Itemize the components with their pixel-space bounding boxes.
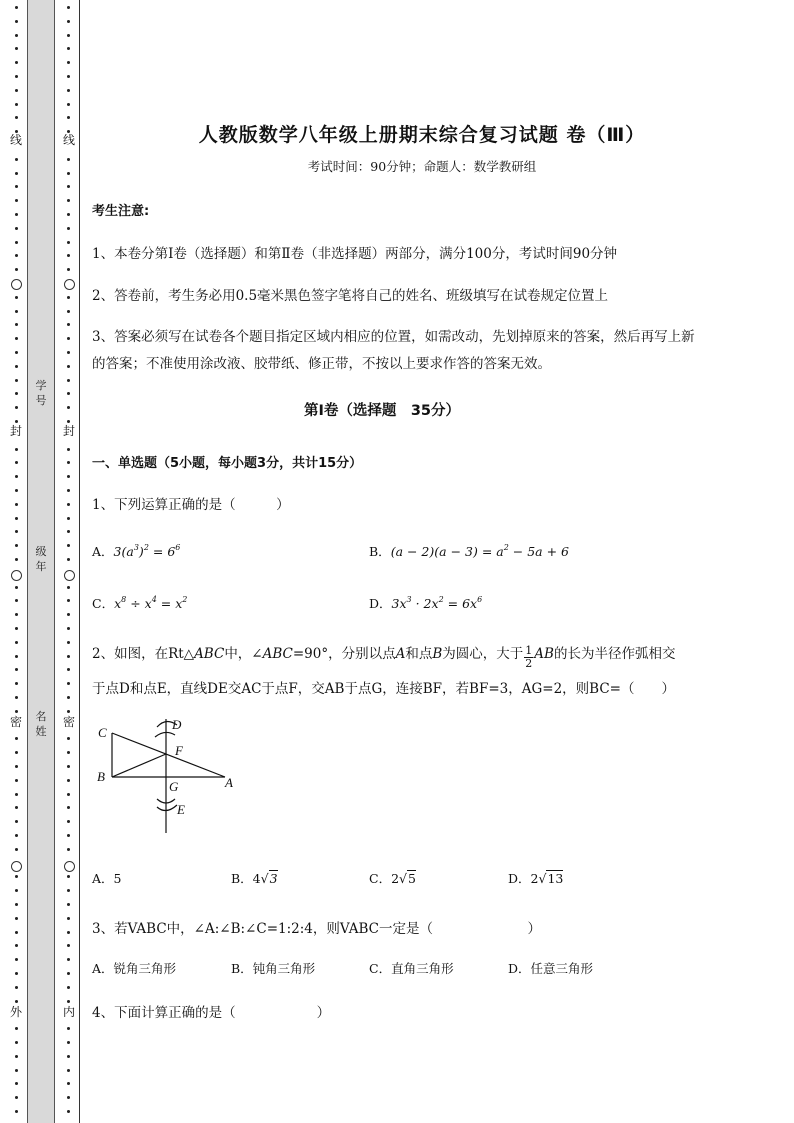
binding-dot: [67, 668, 70, 671]
binding-dot: [67, 420, 70, 423]
binding-dot: [15, 751, 18, 754]
binding-dot: [15, 158, 18, 161]
binding-dot: [67, 103, 70, 106]
q1-option-b: B．$(a - 2)(a - 3) = a^2 - 5a + 6$: [369, 543, 570, 559]
inner-char-nei: 内: [62, 1005, 75, 1019]
binding-dot: [15, 1110, 18, 1113]
binding-dot: [15, 558, 18, 561]
outer-char-xian: 线: [9, 133, 22, 147]
q2-text: 中，∠: [224, 646, 263, 662]
binding-dot: [15, 1000, 18, 1003]
binding-dot: [15, 793, 18, 796]
binding-dot: [15, 199, 18, 202]
binding-dot: [15, 296, 18, 299]
binding-dot: [67, 544, 70, 547]
binding-dot: [15, 61, 18, 64]
binding-dot: [67, 530, 70, 533]
binding-dot: [15, 268, 18, 271]
binding-dot: [15, 89, 18, 92]
label-c: C: [98, 725, 107, 740]
binding-dot: [67, 889, 70, 892]
binding-dot: [67, 351, 70, 354]
inner-char-feng: 封: [62, 424, 75, 438]
binding-dot: [67, 213, 70, 216]
binding-dot: [67, 241, 70, 244]
notice-heading: 考生注意:: [92, 204, 150, 219]
binding-dot: [67, 517, 70, 520]
binding-dot: [15, 682, 18, 685]
binding-dot: [67, 461, 70, 464]
binding-dot: [15, 696, 18, 699]
binding-dot: [67, 765, 70, 768]
label-g: G: [169, 779, 179, 794]
binding-dot: [15, 806, 18, 809]
binding-dot: [15, 475, 18, 478]
inner-circle: [64, 861, 75, 872]
binding-dot: [15, 848, 18, 851]
binding-dot: [67, 116, 70, 119]
binding-dot: [15, 20, 18, 23]
notice-item-1: 1、本卷分第Ⅰ卷（选择题）和第Ⅱ卷（非选择题）两部分，满分100分，考试时间90分钟: [92, 246, 618, 262]
binding-dot: [15, 641, 18, 644]
q2-text: =90°，分别以点: [292, 646, 396, 662]
binding-dot: [15, 1096, 18, 1099]
binding-dot: [15, 213, 18, 216]
q2-option-d-radicand: 13: [547, 871, 564, 886]
binding-dot: [67, 806, 70, 809]
binding-dot: [15, 517, 18, 520]
binding-dot: [15, 875, 18, 878]
binding-dot: [15, 889, 18, 892]
binding-dot: [15, 337, 18, 340]
binding-dot: [67, 696, 70, 699]
binding-dot: [67, 227, 70, 230]
binding-dot: [67, 1096, 70, 1099]
binding-dot: [67, 737, 70, 740]
q3-option-c: C．直角三角形: [369, 961, 454, 976]
binding-dot: [67, 268, 70, 271]
binding-dot: [67, 1041, 70, 1044]
q2-text: B: [432, 646, 443, 662]
binding-dot: [67, 917, 70, 920]
binding-dot: [15, 75, 18, 78]
binding-dot: [67, 379, 70, 382]
label-f: F: [175, 743, 183, 758]
label-b: B: [97, 769, 105, 784]
binding-dot: [15, 185, 18, 188]
binding-dot: [15, 420, 18, 423]
binding-rule: [79, 0, 80, 1123]
notice-item-2: 2、答卷前，考生务必用0.5毫米黑色签字笔将自己的姓名、班级填写在试卷规定位置上: [92, 288, 609, 304]
inner-char-mi: 密: [62, 715, 75, 729]
binding-dot: [67, 158, 70, 161]
binding-dot: [67, 710, 70, 713]
inner-dot-line: [65, 0, 73, 1123]
binding-dot: [67, 599, 70, 602]
binding-dot: [67, 47, 70, 50]
grade-label: 级年: [35, 545, 47, 573]
q3-option-b: B．钝角三角形: [231, 961, 316, 976]
notice-item-3-line-1: 3、答案必须写在试卷各个题目指定区域内相应的位置，如需改动，先划掉原来的答案，然后再写上新: [92, 329, 695, 345]
q3-option-d: D．任意三角形: [508, 961, 594, 976]
inner-char-xian: 线: [62, 133, 75, 147]
binding-dot: [15, 503, 18, 506]
q2-option-c-text: C．2: [369, 871, 400, 886]
binding-dot: [67, 185, 70, 188]
binding-dot: [15, 765, 18, 768]
q1-option-d-label: D．: [369, 596, 392, 611]
binding-dot: [15, 944, 18, 947]
outer-circle: [11, 279, 22, 290]
binding-dot: [15, 489, 18, 492]
binding-dot: [15, 6, 18, 9]
binding-dot: [15, 586, 18, 589]
question-2-line-2: 于点D和点E，直线DE交AC于点F，交AB于点G，连接BF，若BF=3，AG=2，则BC=（ ）: [92, 681, 675, 697]
q2-option-b: B．4√3: [231, 871, 278, 886]
binding-dot: [67, 1110, 70, 1113]
binding-dot: [67, 1000, 70, 1003]
outer-circle: [11, 861, 22, 872]
binding-dot: [67, 296, 70, 299]
binding-dot: [15, 227, 18, 230]
binding-dot: [67, 89, 70, 92]
binding-dot: [67, 820, 70, 823]
q2-text: 的长为半径作弧相交: [553, 646, 676, 662]
binding-dot: [67, 641, 70, 644]
binding-dot: [15, 958, 18, 961]
q1-option-a: A．$3(a^3)^2 = 6^6$: [92, 543, 181, 559]
binding-dot: [67, 61, 70, 64]
binding-dot: [15, 820, 18, 823]
binding-dot: [15, 917, 18, 920]
binding-dot: [67, 1082, 70, 1085]
q2-option-d-text: D．2: [508, 871, 539, 886]
part-heading: 一、单选题（5小题，每小题3分，共计15分）: [92, 456, 363, 471]
binding-dot: [67, 931, 70, 934]
question-1-stem: 1、下列运算正确的是（ ）: [92, 497, 290, 513]
q2-geometry-figure: [95, 715, 245, 840]
binding-dot: [15, 379, 18, 382]
binding-dot: [15, 392, 18, 395]
binding-dot: [15, 103, 18, 106]
q2-text: ABC: [262, 646, 293, 662]
binding-dot: [67, 627, 70, 630]
binding-dot: [67, 779, 70, 782]
binding-dot: [67, 75, 70, 78]
binding-strip: [0, 0, 82, 1123]
binding-dot: [67, 558, 70, 561]
binding-dot: [67, 337, 70, 340]
arc-top-left: [155, 732, 175, 737]
q1-option-c: C．$x^8 \div x^4 = x^2$: [92, 595, 188, 611]
binding-dot: [15, 544, 18, 547]
binding-dot: [67, 986, 70, 989]
q2-text: AB: [534, 646, 554, 662]
q2-option-b-text: B．4: [231, 871, 261, 886]
binding-dot: [15, 530, 18, 533]
fraction-one-half: [524, 645, 533, 670]
section-title: 第Ⅰ卷（选择题 35分）: [303, 403, 461, 419]
binding-dot: [67, 1055, 70, 1058]
binding-dot: [67, 751, 70, 754]
binding-dot: [67, 365, 70, 368]
binding-dot: [67, 34, 70, 37]
binding-dot: [67, 944, 70, 947]
binding-dot: [67, 834, 70, 837]
binding-dot: [67, 20, 70, 23]
binding-dot: [15, 1041, 18, 1044]
q2-option-b-radicand: 3: [269, 871, 278, 886]
binding-dot: [67, 613, 70, 616]
q2-text: 为圆心，大于: [442, 646, 524, 662]
binding-dot: [67, 6, 70, 9]
arc-bottom-right: [157, 805, 177, 811]
binding-dot: [67, 323, 70, 326]
fraction-denominator: 2: [525, 657, 533, 670]
binding-dot: [15, 779, 18, 782]
binding-dot: [67, 1027, 70, 1030]
binding-dot: [15, 351, 18, 354]
notice-item-3-line-2: 的答案；不准使用涂改液、胶带纸、修正带，不按以上要求作答的答案无效。: [92, 356, 551, 372]
binding-dot: [15, 1055, 18, 1058]
q2-option-c-radicand: 5: [408, 871, 416, 886]
binding-dot: [67, 489, 70, 492]
binding-dot: [15, 668, 18, 671]
q2-text: 和点: [405, 646, 433, 662]
binding-dot: [15, 613, 18, 616]
binding-dot: [67, 793, 70, 796]
binding-dot: [15, 34, 18, 37]
binding-dot: [15, 254, 18, 257]
fraction-numerator: 1: [525, 644, 533, 657]
binding-dot: [15, 323, 18, 326]
binding-dot: [15, 1027, 18, 1030]
outer-dot-line: [13, 0, 21, 1123]
binding-dot: [67, 903, 70, 906]
binding-dot: [15, 1082, 18, 1085]
binding-dot: [67, 199, 70, 202]
binding-dot: [15, 627, 18, 630]
binding-dot: [15, 365, 18, 368]
label-e: E: [177, 802, 185, 817]
binding-dot: [67, 958, 70, 961]
binding-dot: [15, 448, 18, 451]
binding-dot: [67, 475, 70, 478]
binding-dot: [67, 1069, 70, 1072]
q2-option-c: C．2√5: [369, 871, 416, 886]
outer-char-mi: 密: [9, 715, 22, 729]
q1-option-d: D．$3x^3 \cdot 2x^2 = 6x^6$: [369, 595, 483, 611]
binding-dot: [15, 47, 18, 50]
binding-dot: [67, 586, 70, 589]
page-title: 人教版数学八年级上册期末综合复习试题 卷（Ⅲ）: [198, 124, 646, 146]
label-d: D: [172, 717, 182, 732]
segment-bf: [112, 754, 166, 777]
name-label: 名姓: [35, 710, 47, 738]
q2-text: A: [395, 646, 406, 662]
inner-circle: [64, 570, 75, 581]
binding-dot: [67, 254, 70, 257]
binding-dot: [15, 972, 18, 975]
binding-dot: [15, 461, 18, 464]
binding-dot: [15, 931, 18, 934]
q2-text: ABC: [194, 646, 225, 662]
q1-option-a-label: A．: [92, 544, 114, 559]
binding-dot: [67, 406, 70, 409]
q2-option-d: D．2√13: [508, 871, 564, 886]
outer-char-feng: 封: [9, 424, 22, 438]
binding-dot: [15, 655, 18, 658]
outer-char-wai: 外: [9, 1005, 22, 1019]
binding-dot: [67, 682, 70, 685]
q1-option-c-label: C．: [92, 596, 115, 611]
question-2-line-1: [92, 642, 675, 670]
binding-dot: [67, 392, 70, 395]
q3-option-a: A．锐角三角形: [92, 961, 177, 976]
q1-option-b-label: B．: [369, 544, 391, 559]
binding-dot: [15, 241, 18, 244]
question-3-stem: 3、若VABC中，∠A:∠B:∠C=1:2:4，则VABC一定是（ ）: [92, 921, 541, 937]
outer-circle: [11, 570, 22, 581]
binding-dot: [15, 310, 18, 313]
binding-dot: [15, 986, 18, 989]
binding-dot: [15, 406, 18, 409]
binding-dot: [15, 116, 18, 119]
binding-dot: [67, 655, 70, 658]
binding-dot: [67, 310, 70, 313]
q2-option-a: A．5: [92, 871, 122, 886]
binding-dot: [67, 172, 70, 175]
binding-dot: [67, 972, 70, 975]
page-subtitle: 考试时间：90分钟；命题人：数学教研组: [307, 159, 537, 174]
binding-dot: [15, 737, 18, 740]
binding-dot: [15, 599, 18, 602]
student-number-label: 学号: [35, 379, 47, 407]
q2-text: 2、如图，在Rt△: [92, 646, 195, 662]
binding-dot: [15, 710, 18, 713]
binding-dot: [15, 903, 18, 906]
binding-dot: [67, 503, 70, 506]
inner-circle: [64, 279, 75, 290]
label-a: A: [225, 775, 233, 790]
binding-dot: [67, 875, 70, 878]
binding-dot: [15, 1069, 18, 1072]
binding-dot: [15, 834, 18, 837]
question-4-stem: 4、下面计算正确的是（ ）: [92, 1005, 331, 1021]
binding-dot: [15, 172, 18, 175]
binding-dot: [67, 448, 70, 451]
binding-dot: [67, 848, 70, 851]
